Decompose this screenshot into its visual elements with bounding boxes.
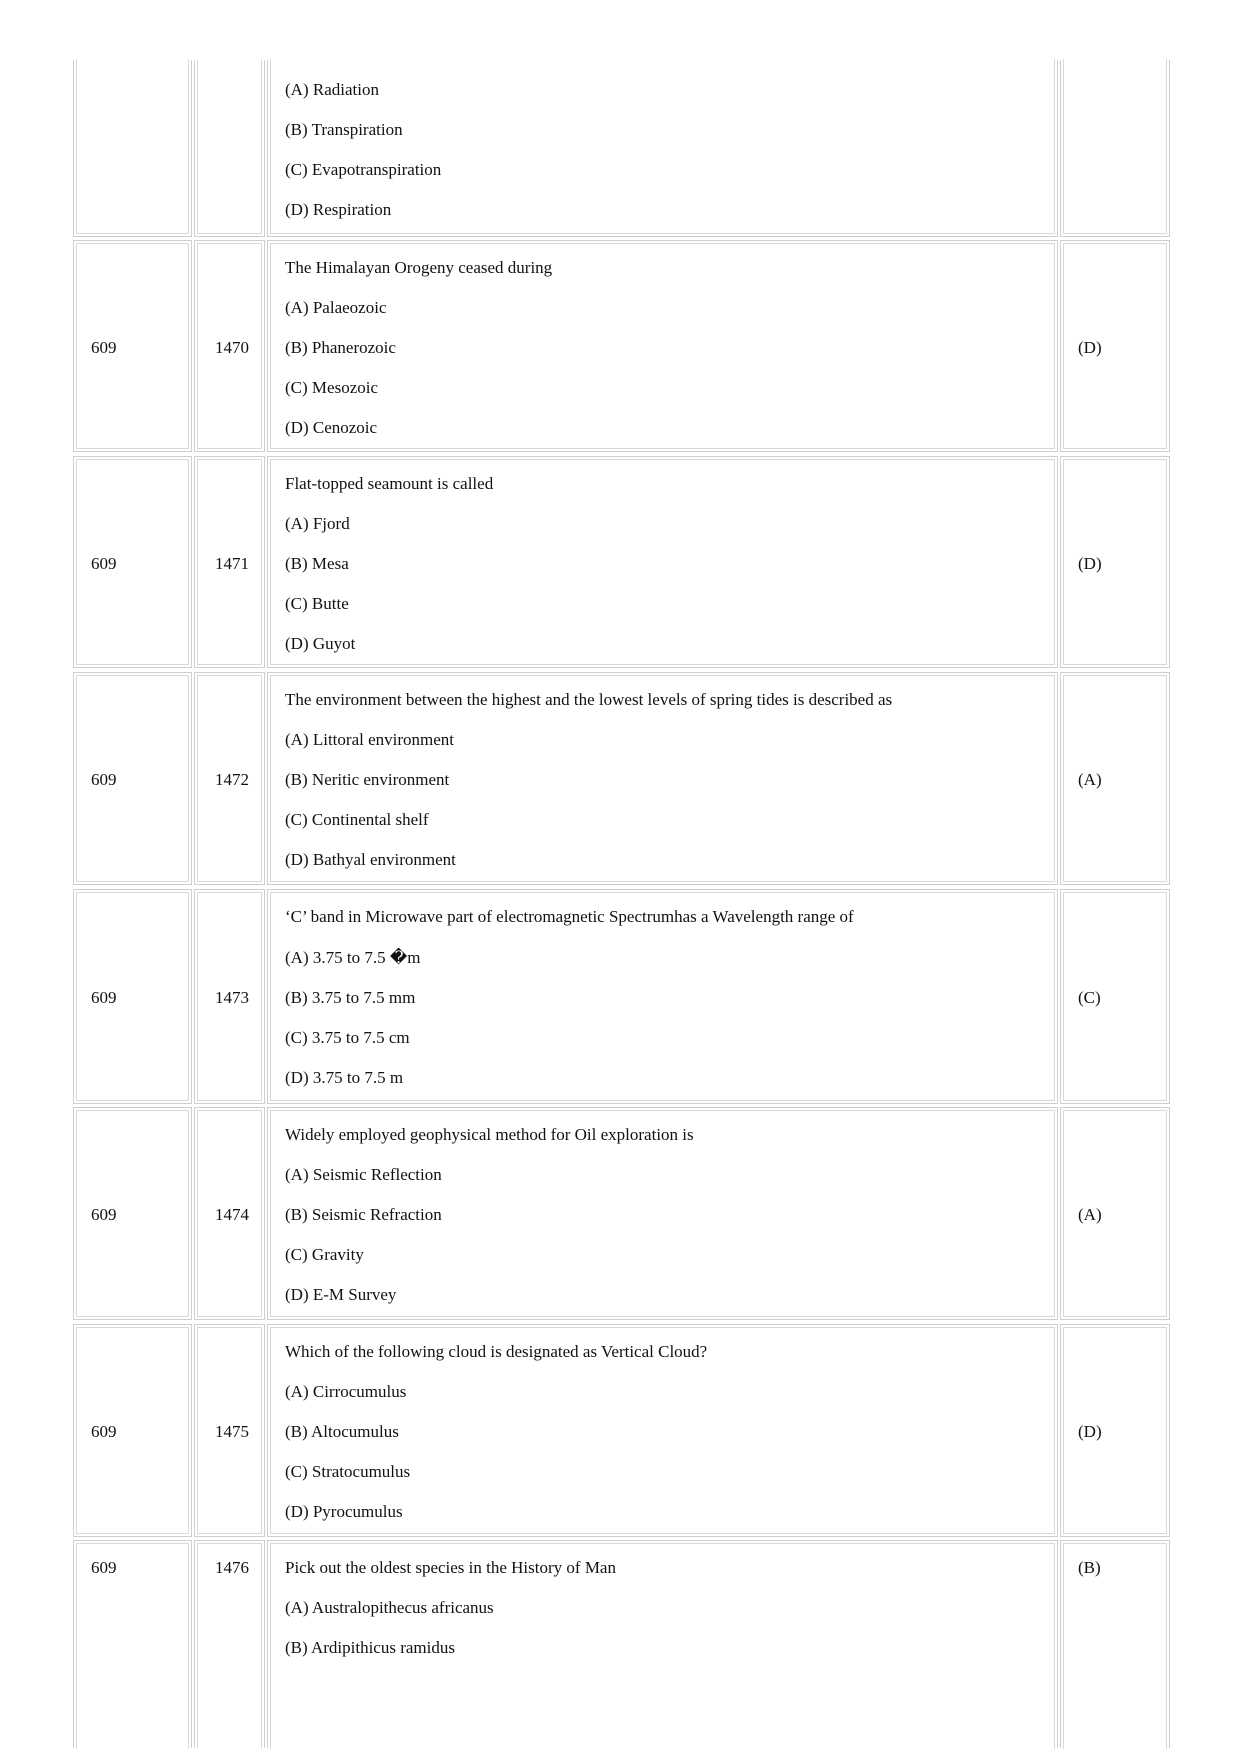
option-text: (A) Fjord [285, 514, 350, 533]
question-number-cell [194, 889, 265, 1104]
option-text: (D) Bathyal environment [285, 850, 456, 869]
question-number: 1470 [215, 338, 249, 357]
question-number-cell [194, 672, 265, 885]
option-text: (C) Gravity [285, 1245, 364, 1264]
subject-code-cell [73, 60, 192, 237]
question-text: Widely employed geophysical method for Oil exploration is [285, 1125, 694, 1144]
option-text: (B) Transpiration [285, 120, 403, 139]
table-row [73, 456, 1170, 668]
question-text: The Himalayan Orogeny ceased during [285, 258, 553, 277]
correct-answer: (D) [1078, 1422, 1102, 1441]
question-cell [267, 1324, 1058, 1537]
subject-code-cell [73, 1107, 192, 1320]
correct-answer: (A) [1078, 1205, 1102, 1224]
question-number-cell [194, 456, 265, 668]
option-text: (D) E-M Survey [285, 1285, 397, 1304]
table-row [73, 1324, 1170, 1537]
option-text: (B) Mesa [285, 554, 349, 573]
question-text: Pick out the oldest species in the History of Man [285, 1558, 616, 1577]
answer-cell [1060, 1540, 1170, 1748]
option-text: (D) Guyot [285, 634, 356, 653]
subject-code-cell [73, 456, 192, 668]
subject-code-cell [73, 672, 192, 885]
option-text: (C) Evapotranspiration [285, 160, 442, 179]
question-number: 1476 [215, 1558, 249, 1577]
option-text: (B) 3.75 to 7.5 mm [285, 988, 416, 1007]
question-number: 1474 [215, 1205, 249, 1224]
subject-code: 609 [91, 338, 117, 357]
question-number-cell [194, 1540, 265, 1748]
option-text: (A) 3.75 to 7.5 �m [285, 948, 421, 967]
question-cell [267, 60, 1058, 237]
option-text: (D) Respiration [285, 200, 392, 219]
option-text: (A) Australopithecus africanus [285, 1598, 494, 1617]
subject-code-cell [73, 240, 192, 452]
option-text: (C) Butte [285, 594, 349, 613]
subject-code: 609 [91, 1205, 117, 1224]
correct-answer: (D) [1078, 338, 1102, 357]
option-text: (A) Littoral environment [285, 730, 455, 749]
option-text: (B) Ardipithicus ramidus [285, 1638, 455, 1657]
option-text: (A) Cirrocumulus [285, 1382, 407, 1401]
subject-code: 609 [91, 554, 117, 573]
option-text: (B) Altocumulus [285, 1422, 399, 1441]
question-number-cell [194, 1107, 265, 1320]
question-text: Flat-topped seamount is called [285, 474, 494, 493]
question-number-cell [194, 60, 265, 237]
subject-code: 609 [91, 770, 117, 789]
subject-code: 609 [91, 988, 117, 1007]
correct-answer: (C) [1078, 988, 1101, 1007]
question-cell [267, 672, 1058, 885]
correct-answer: (D) [1078, 554, 1102, 573]
table-row [73, 889, 1170, 1104]
answer-cell [1060, 60, 1170, 237]
question-cell [267, 1107, 1058, 1320]
option-text: (B) Neritic environment [285, 770, 450, 789]
answer-cell [1060, 240, 1170, 452]
subject-code-cell [73, 889, 192, 1104]
question-text: ‘C’ band in Microwave part of electromagnetic Spectrumhas a Wavelength range of [285, 907, 854, 926]
question-text: Which of the following cloud is designated as Vertical Cloud? [285, 1342, 708, 1361]
option-text: (D) 3.75 to 7.5 m [285, 1068, 404, 1087]
option-text: (C) Mesozoic [285, 378, 379, 397]
table-row [73, 60, 1170, 237]
question-cell [267, 456, 1058, 668]
subject-code-cell [73, 1540, 192, 1748]
option-text: (C) 3.75 to 7.5 cm [285, 1028, 410, 1047]
question-number: 1471 [215, 554, 249, 573]
answer-cell [1060, 1324, 1170, 1537]
correct-answer: (B) [1078, 1558, 1101, 1577]
question-text: The environment between the highest and the lowest levels of spring tides is described as [285, 690, 893, 709]
option-text: (D) Cenozoic [285, 418, 378, 437]
correct-answer: (A) [1078, 770, 1102, 789]
subject-code-cell [73, 1324, 192, 1537]
option-text: (D) Pyrocumulus [285, 1502, 403, 1521]
question-number-cell [194, 240, 265, 452]
table-row [73, 1107, 1170, 1320]
answer-cell [1060, 672, 1170, 885]
option-text: (C) Stratocumulus [285, 1462, 411, 1481]
table-row [73, 672, 1170, 885]
subject-code: 609 [91, 1558, 117, 1577]
table-row [73, 240, 1170, 452]
question-cell [267, 1540, 1058, 1748]
answer-cell [1060, 1107, 1170, 1320]
question-cell [267, 240, 1058, 452]
answer-cell [1060, 456, 1170, 668]
question-number: 1475 [215, 1422, 249, 1441]
answer-cell [1060, 889, 1170, 1104]
question-number: 1473 [215, 988, 249, 1007]
option-text: (A) Palaeozoic [285, 298, 387, 317]
option-text: (C) Continental shelf [285, 810, 429, 829]
table-row [73, 1540, 1170, 1748]
subject-code: 609 [91, 1422, 117, 1441]
option-text: (B) Phanerozoic [285, 338, 396, 357]
question-cell [267, 889, 1058, 1104]
question-number: 1472 [215, 770, 249, 789]
question-number-cell [194, 1324, 265, 1537]
option-text: (A) Seismic Reflection [285, 1165, 442, 1184]
option-text: (A) Radiation [285, 80, 379, 99]
option-text: (B) Seismic Refraction [285, 1205, 442, 1224]
